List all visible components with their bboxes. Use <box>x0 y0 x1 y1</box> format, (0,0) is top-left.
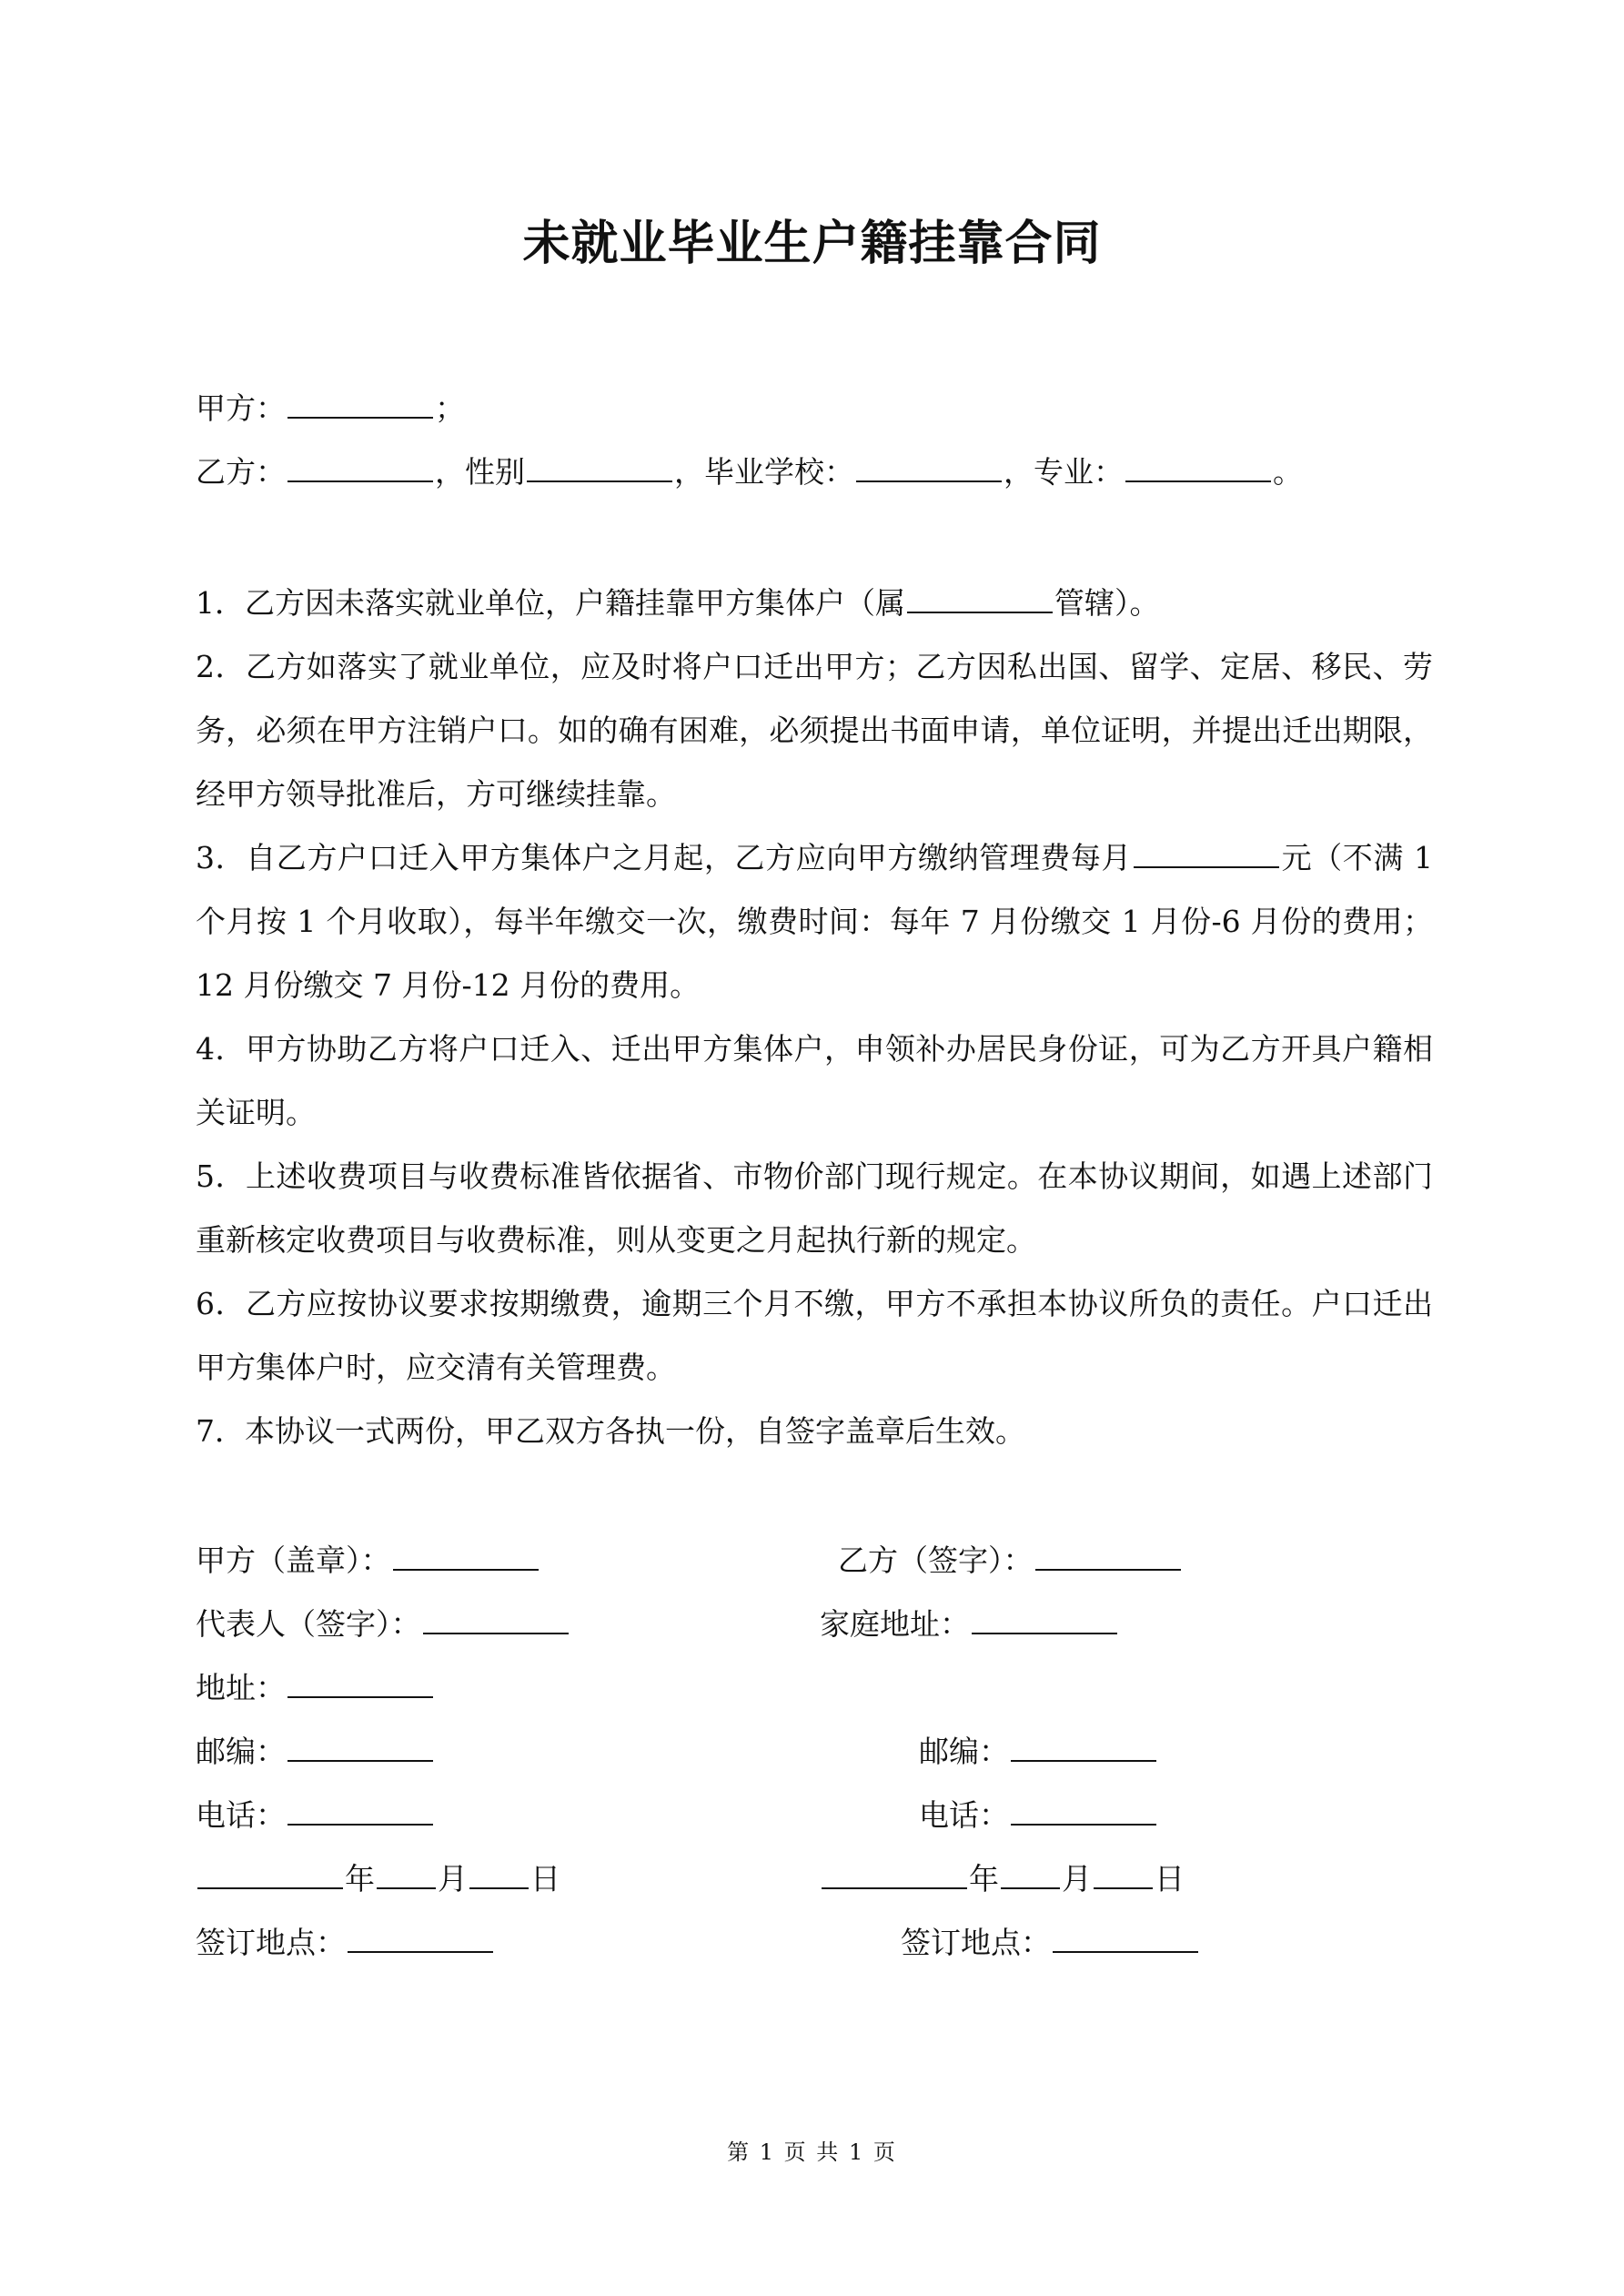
party-b-end: 。 <box>1273 454 1303 490</box>
clause-4: 4．甲方协助乙方将户口迁入、迁出甲方集体户，申领补办居民身份证，可为乙方开具户籍相关证明。 <box>196 1031 1433 1130</box>
page-footer: 第 1 页 共 1 页 <box>727 2139 897 2165</box>
clause-3 <box>196 826 1433 1017</box>
party-a-line <box>196 389 465 427</box>
party-a-label: 甲方： <box>196 390 286 426</box>
left-place-row <box>196 1924 495 1961</box>
right-place-row <box>901 1924 1200 1961</box>
party-a-blank[interactable] <box>287 389 433 419</box>
party-b-phone-blank[interactable] <box>1011 1796 1156 1826</box>
party-a-month-blank[interactable] <box>377 1860 436 1889</box>
party-b-day-blank[interactable] <box>1094 1860 1153 1889</box>
fee-blank[interactable] <box>1134 839 1279 868</box>
clause-7: 7．本协议一式两份，甲乙双方各执一份，自签字盖章后生效。 <box>196 1413 1025 1449</box>
party-a-seal-label: 甲方（盖章）： <box>196 1542 391 1578</box>
party-a-postcode-label: 邮编： <box>196 1734 286 1769</box>
party-a-place-blank[interactable] <box>348 1924 493 1953</box>
school-label: ，毕业学校： <box>674 454 854 490</box>
party-b-label: 乙方： <box>196 454 286 490</box>
party-a-day-blank[interactable] <box>469 1860 529 1889</box>
party-b-postcode-label: 邮编： <box>919 1734 1009 1769</box>
party-a-seal-blank[interactable] <box>393 1542 539 1571</box>
right-home-address-row <box>820 1605 1119 1643</box>
party-b-line <box>196 453 1303 491</box>
major-label: ，专业： <box>1004 454 1124 490</box>
party-a-phone-blank[interactable] <box>287 1796 433 1826</box>
party-b-name-blank[interactable] <box>287 453 433 482</box>
party-a-suffix: ； <box>435 390 465 426</box>
gender-blank[interactable] <box>527 453 672 482</box>
party-b-year-blank[interactable] <box>822 1860 967 1889</box>
clause-6: 6．乙方应按协议要求按期缴费，逾期三个月不缴，甲方不承担本协议所负的责任。户口迁出甲方集体户时，应交清有关管理费。 <box>196 1286 1433 1385</box>
major-blank[interactable] <box>1125 453 1271 482</box>
month-label: 月 <box>1062 1861 1092 1896</box>
party-b-month-blank[interactable] <box>1001 1860 1060 1889</box>
party-b-place-label: 签订地点： <box>901 1925 1051 1960</box>
party-a-address-label: 地址： <box>196 1670 286 1705</box>
party-b-place-blank[interactable] <box>1053 1924 1198 1953</box>
year-label: 年 <box>969 1861 999 1896</box>
left-address-row <box>196 1669 435 1706</box>
party-a-phone-label: 电话： <box>196 1797 286 1833</box>
party-a-address-blank[interactable] <box>287 1669 433 1698</box>
representative-blank[interactable] <box>423 1605 569 1634</box>
left-representative-row <box>196 1605 570 1643</box>
left-seal-row <box>196 1542 540 1579</box>
day-label: 日 <box>1155 1861 1185 1896</box>
document-title: 未就业毕业生户籍挂靠合同 <box>522 217 1102 271</box>
clause-2: 2．乙方如落实了就业单位，应及时将户口迁出甲方；乙方因私出国、留学、定居、移民、劳务，必须在甲方注销户口。如的确有困难，必须提出书面申请，单位证明，并提出迁出期限，经甲方领导批准后，方可继续挂靠。 <box>196 649 1433 812</box>
party-b-postcode-blank[interactable] <box>1011 1733 1156 1762</box>
clause-1-text-pre: 1．乙方因未落实就业单位，户籍挂靠甲方集体户（属 <box>196 585 905 621</box>
party-b-phone-label: 电话： <box>919 1797 1009 1833</box>
day-label: 日 <box>530 1861 560 1896</box>
right-sign-row <box>838 1542 1183 1579</box>
left-postcode-row <box>196 1733 435 1770</box>
right-date-row <box>820 1860 1185 1897</box>
party-a-year-blank[interactable] <box>197 1860 343 1889</box>
clause-5: 5．上述收费项目与收费标准皆依据省、市物价部门现行规定。在本协议期间，如遇上述部门重新核定收费项目与收费标准，则从变更之月起执行新的规定。 <box>196 1158 1433 1258</box>
clause-3-text-post: 元（不满 1 个月按 1 个月收取），每半年缴交一次，缴费时间：每年 7 月份缴交 1 月份-6 月份的费用；12 月份缴交 7 月份-12 月份的费用。 <box>196 840 1433 1003</box>
party-a-place-label: 签订地点： <box>196 1925 346 1960</box>
clause-1-text-post: 管辖）。 <box>1054 585 1160 621</box>
school-blank[interactable] <box>856 453 1002 482</box>
party-b-sign-label: 乙方（签字）： <box>838 1542 1034 1578</box>
year-label: 年 <box>345 1861 375 1896</box>
right-postcode-row <box>919 1733 1158 1770</box>
gender-label: ，性别 <box>435 454 525 490</box>
home-address-blank[interactable] <box>972 1605 1117 1634</box>
party-a-postcode-blank[interactable] <box>287 1733 433 1762</box>
month-label: 月 <box>438 1861 468 1896</box>
left-date-row <box>196 1860 560 1897</box>
left-phone-row <box>196 1796 435 1834</box>
clause-3-text-pre: 3．自乙方户口迁入甲方集体户之月起，乙方应向甲方缴纳管理费每月 <box>196 840 1133 875</box>
right-phone-row <box>919 1796 1158 1834</box>
representative-label: 代表人（签字）： <box>196 1606 421 1642</box>
clause-1 <box>196 571 1433 635</box>
clause-1-blank[interactable] <box>907 584 1053 613</box>
home-address-label: 家庭地址： <box>820 1606 970 1642</box>
party-b-sign-blank[interactable] <box>1035 1542 1181 1571</box>
